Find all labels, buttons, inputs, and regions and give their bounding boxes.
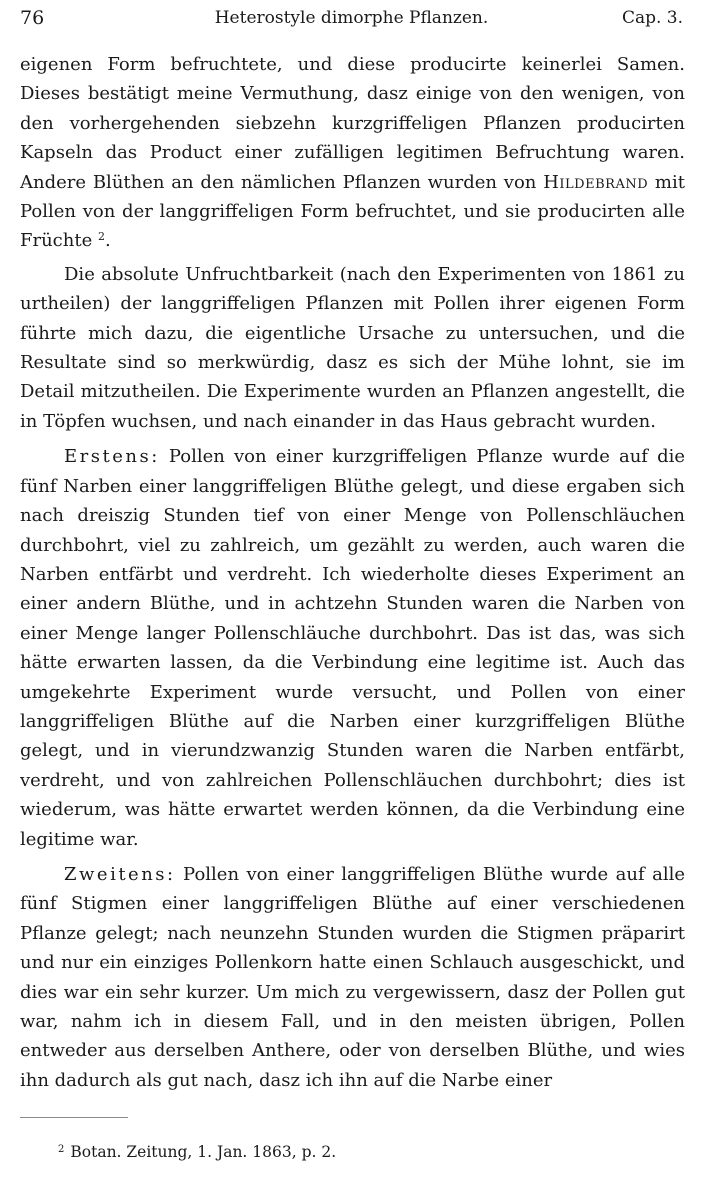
paragraph-text: Pollen von einer langgriffeligen Blüthe wurde auf alle fünf Stigmen einer langgriffeligen Blüthe auf einer verschiedenen Pflanze gelegt; nach neunzehn Stunden wurden die Stigmen präparirt und nur ein einziges Pollenkorn hatte einen Schlauch ausgeschickt, und dies war ein sehr kurzer. Um mich zu vergewissern, dasz der Pollen gut war, nahm ich in diesem Fall, und in den meisten übrigen, Pollen entweder aus derselben Anthere, oder von derselben Blüthe, und wies ihn dadurch als gut nach, dasz ich ihn auf die Narbe einer [20, 863, 685, 1091]
body-text [20, 50, 685, 1095]
section-label: Zweitens: [64, 863, 176, 885]
chapter-label: Cap. 3. [621, 8, 683, 28]
footnote-text: Botan. Zeitung, 1. Jan. 1863, p. 2. [70, 1143, 337, 1161]
footnote [58, 1139, 336, 1163]
paragraph-text: . [104, 230, 111, 252]
author-name: Hildebrand [543, 171, 649, 193]
paragraph-text: Pollen von einer kurzgriffeligen Pflanze wurde auf die fünf Narben einer langgriffeligen Blüthe gelegt, und diese ergaben sich nach dreiszig Stunden tief von einer Menge von Pollenschläuchen durchbohrt, viel zu zahlreich, um gezählt zu werden, auch waren die Narben entfärbt und verdreht. Ich wiederholte dieses Experiment an einer andern Blüthe, und in achtzehn Stunden waren die Narben von einer Menge langer Pollenschläuche durchbohrt. Das ist das, was sich hätte erwarten lassen, da die Verbindung eine legitime ist. Auch das umgekehrte Experiment wurde versucht, und Pollen von einer langgriffeligen Blüthe auf die Narben einer kurzgriffeligen Blüthe gelegt, und in vierundzwanzig Stunden waren die Narben entfärbt, verdreht, und von zahlreichen Pollenschläuchen durchbohrt; dies ist wiederum, was hätte erwartet werden können, da die Verbindung eine legitime war. [20, 446, 685, 850]
paragraph: Die absolute Unfruchtbarkeit (nach den Experimenten von 1861 zu urtheilen) der langgriffeligen Pflanzen mit Pollen ihrer eigenen Form führte mich dazu, die eigentliche Ursache zu untersuchen, und die Resultate sind so merkwürdig, dasz es sich der Mühe lohnt, sie im Detail mitzutheilen. Die Experimente wurden an Pflanzen angestellt, die in Töpfen wuchsen, und nach einander in das Haus gebracht wurden. [20, 263, 685, 432]
section-label: Erstens: [64, 446, 160, 468]
page-number: 76 [20, 7, 45, 29]
footnote-divider [20, 1117, 128, 1118]
running-title: Heterostyle dimorphe Pflanzen. [214, 8, 489, 28]
paragraph-continuation [20, 50, 685, 256]
running-header [20, 6, 683, 30]
paragraph [20, 442, 685, 854]
paragraph [20, 860, 685, 1095]
paragraph-text: eigenen Form befruchtete, und diese producirte keinerlei Samen. Dieses bestätigt meine Vermuthung, dasz einige von den wenigen, von den vorhergehenden siebzehn kurzgriffeligen Pflanzen producirten Kapseln das Product einer zufälligen legitimen Befruchtung waren. Andere Blüthen an den nämlichen Pflanzen wurden von [20, 54, 685, 193]
footnote-marker: 2 [58, 1144, 65, 1155]
paragraph-text: mit Pollen von der langgriffeligen Form befruchtet, und sie producirten alle Früchte [20, 171, 685, 252]
footnote-reference: 2 [97, 230, 105, 244]
